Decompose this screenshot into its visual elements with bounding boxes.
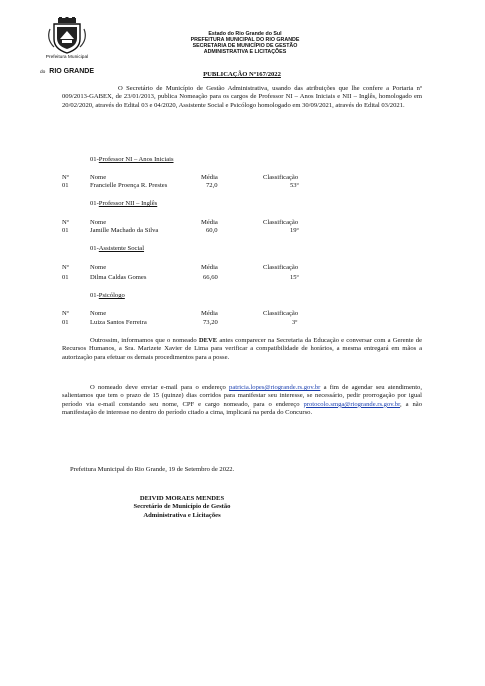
row-n: 01 — [62, 182, 69, 189]
signatory-name: DEIVID MORAES MENDES — [139, 495, 225, 502]
col-class-header: Classificação — [263, 310, 299, 317]
hr-email-link[interactable]: patricia.lopes@riogrande.rs.gov.br — [229, 384, 321, 391]
instructions-paragraph — [62, 337, 422, 362]
signature-block — [62, 495, 302, 520]
email-text: , a não manifestação de interesse no dentro do período citado a cima, implicará na perda do Concurso. — [62, 400, 422, 417]
email-text: O nomeado deve enviar e-mail para o endereço — [90, 384, 230, 391]
date-line: Prefeitura Municipal do Rio Grande, 19 de Setembro de 2022. — [70, 466, 235, 473]
row-name: Dilma Caldas Gomes — [90, 274, 147, 281]
letterhead-line: Estado do Rio Grande do Sul — [208, 31, 282, 37]
letterhead — [130, 31, 360, 55]
row-n: 01 — [62, 227, 69, 234]
col-avg-header: Média — [201, 264, 218, 271]
publication-title: PUBLICAÇÃO Nº167/2022 — [203, 71, 281, 78]
instructions-text: Outrossim, informamos que o nomeado — [90, 337, 199, 344]
logo-line-2-small: do — [39, 70, 46, 75]
row-class: 15º — [290, 274, 299, 281]
section-heading — [90, 200, 157, 208]
protocol-email-link[interactable]: protocolo.smga@riogrande.rs.gov.br — [303, 400, 401, 408]
section-title: Psicólogo — [98, 292, 125, 299]
col-class-header: Classificação — [263, 174, 299, 181]
logo-line-1: Prefeitura Municipal — [45, 55, 89, 60]
section-prefix: 01- — [90, 292, 99, 299]
section-prefix: 01- — [90, 245, 99, 252]
row-name: Jamille Machado da Silva — [90, 227, 159, 234]
letterhead-line: SECRETARIA DE MUNICÍPIO DE GESTÃO — [192, 43, 298, 49]
col-name-header: Nome — [90, 174, 107, 181]
section-title: Professor NII – Inglês — [98, 200, 158, 207]
section-title: Assistente Social — [98, 245, 145, 252]
col-n-header: Nº — [62, 264, 69, 271]
section-heading — [90, 245, 144, 253]
col-n-header: Nº — [62, 219, 69, 226]
letterhead-line: ADMINISTRATIVA E LICITAÇÕES — [203, 49, 287, 55]
intro-text: O Secretário de Município de Gestão Administrativa, usando das atribuições que lhe confere a Portaria nº 009/2013-GABEX, de 23/01/2013, publica Nomeação para os cargos de Professor NI – Anos Iniciais e NII – Inglês, homologado em 20/02/2020, através do Edital 03 e 04/2020, Assistente Social e Psicólogo homologado em 30/09/2021, através do Edital 03/2021. — [62, 85, 422, 109]
col-avg-header: Média — [201, 219, 218, 226]
col-name-header: Nome — [90, 310, 107, 317]
row-avg: 60,0 — [206, 227, 218, 234]
letterhead-line: PREFEITURA MUNICIPAL DO RIO GRANDE — [190, 37, 300, 43]
row-avg: 72,0 — [206, 182, 218, 189]
instructions-text: antes comparecer na Secretaria da Educação e conversar com a Gerente de Recursos Humanos, a Sra. Marizete Xavier de Lima para verificar a compatibilidade de horários, a mesma entregará em mãos a autorização para efetuar os demais procedimentos para a posse. — [62, 337, 422, 361]
row-n: 01 — [62, 274, 69, 281]
col-class-header: Classificação — [263, 264, 299, 271]
row-avg: 73,20 — [203, 319, 218, 326]
col-name-header: Nome — [90, 264, 107, 271]
col-name-header: Nome — [90, 219, 107, 226]
row-avg: 66,60 — [203, 274, 218, 281]
row-class: 19º — [290, 227, 299, 234]
municipal-logo — [36, 17, 98, 75]
col-class-header: Classificação — [263, 219, 299, 226]
row-name: Luiza Santos Ferreira — [90, 319, 147, 326]
intro-paragraph — [62, 85, 422, 110]
section-heading — [90, 156, 174, 164]
col-avg-header: Média — [201, 310, 218, 317]
col-avg-header: Média — [201, 174, 218, 181]
email-text: a fim de agendar seu atendimento, salientamos que tem o prazo de 15 (quinze) dias corridos para manifestar seu interesse, se necessário, pedir prorrogação por igual período via e-mail constando seu nome, CPF e cargo nomeado, para o endereço — [62, 384, 422, 408]
section-heading — [90, 292, 125, 300]
signatory-role: Secretário de Município de Gestão — [133, 503, 231, 511]
section-title: Professor NI – Anos Iniciais — [98, 156, 174, 163]
col-n-header: Nº — [62, 174, 69, 181]
instructions-emphasis: DEVE — [198, 337, 218, 344]
section-prefix: 01- — [90, 200, 99, 207]
signatory-role: Administrativa e Licitações — [143, 511, 221, 519]
coat-of-arms-icon — [36, 17, 98, 55]
row-class: 53º — [290, 182, 299, 189]
row-n: 01 — [62, 319, 69, 326]
section-prefix: 01- — [90, 156, 99, 163]
col-n-header: Nº — [62, 310, 69, 317]
row-class: 3º — [292, 319, 298, 326]
logo-line-2-big: RIO GRANDE — [49, 68, 95, 75]
email-paragraph — [62, 384, 422, 418]
row-name: Francielle Proença R. Prestes — [90, 182, 168, 189]
